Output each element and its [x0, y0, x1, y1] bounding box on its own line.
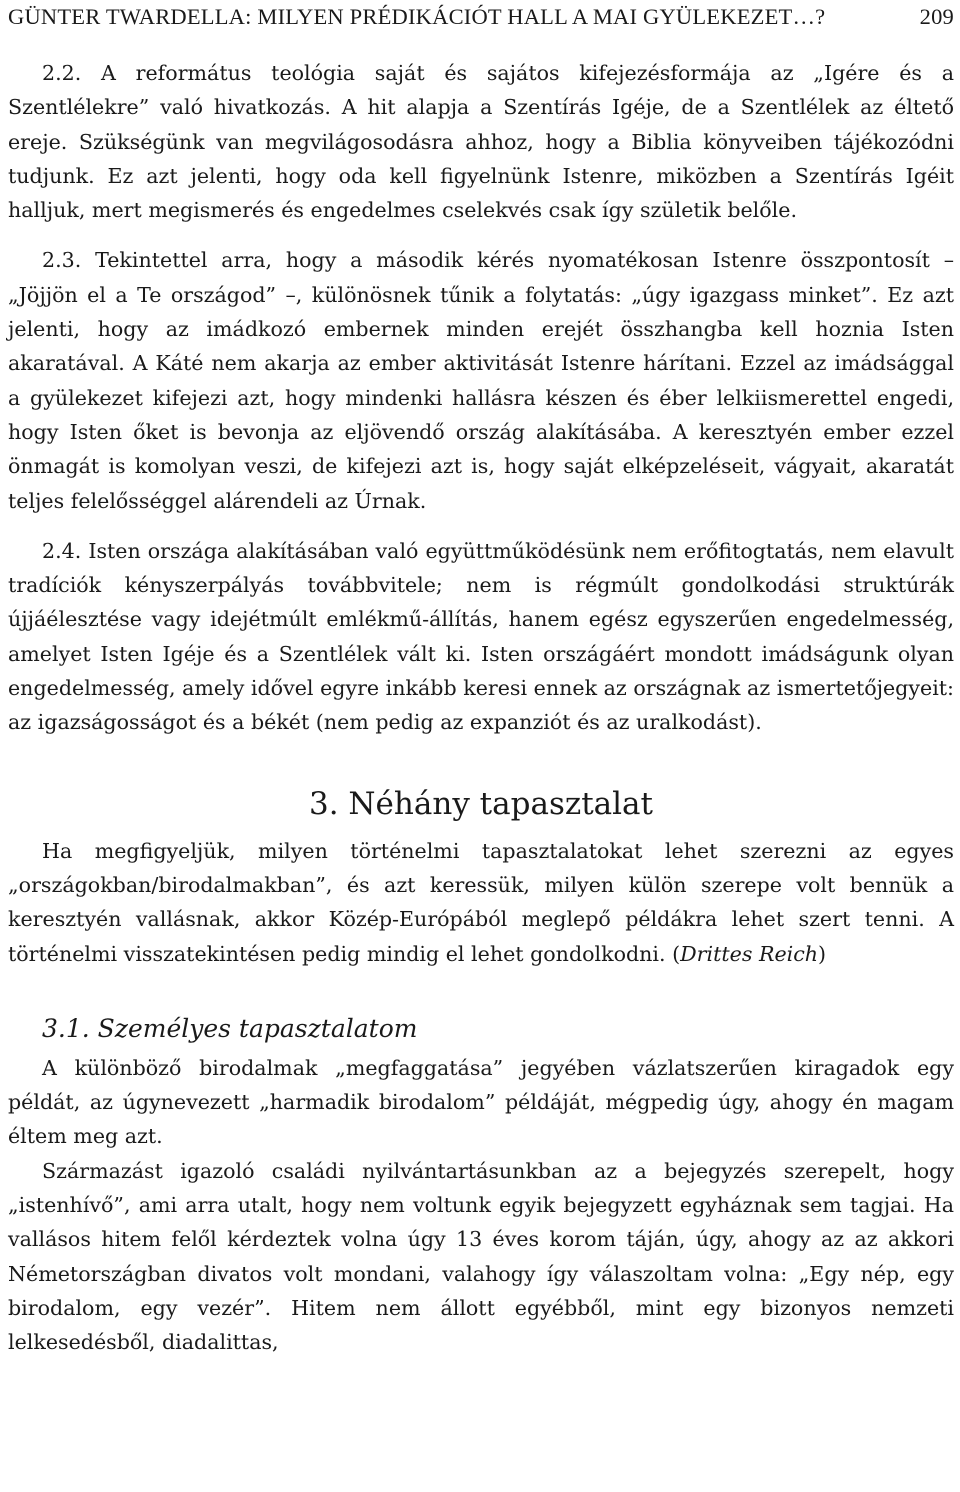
- section-heading-3: 3. Néhány tapasztalat: [309, 785, 653, 822]
- page-number: 209: [919, 4, 954, 29]
- document-page: [8, 0, 954, 1360]
- running-title: GÜNTER TWARDELLA: MILYEN PRÉDIKÁCIÓT HALL A MAI GYÜLEKEZET…?: [8, 4, 826, 29]
- running-header: [8, 4, 954, 30]
- intro-closing: ): [818, 941, 827, 966]
- paragraph-2-3: 2.3. Tekintettel arra, hogy a második kérés nyomatékosan Istenre összpontosít – „Jöjjön el a Te országod” –, különösnek tűnik a folytatás: „úgy igazgass minket”. Ez azt jelenti, hogy az imádkozó embernek minden erejét összhangba kell hoznia Isten akaratával. A Káté nem akarja az ember aktivitását Istenre hárítani. Ezzel az imádsággal a gyülekezet kifejezi azt, hogy mindenki hallásra készen és éber lelkiismerettel engedi, hogy Isten őket is bevonja az eljövendő ország alakításába. A keresztyén ember ezzel önmagát is komolyan veszi, de kifejezi azt is, hogy saját elképzeléseit, vágyait, akaratát teljes felelősséggel alárendeli az Úrnak.: [8, 248, 954, 513]
- paragraph-section-3-intro: [8, 834, 954, 971]
- intro-text: Ha megfigyeljük, milyen történelmi tapasztalatokat lehet szerezni az egyes „országokban/birodalmakban”, és azt keressük, milyen külön szerepe volt bennük a keresztyén vallásnak, akkor Közép-Európából meglepő példákra lehet szert tenni. A történelmi visszatekintésen pedig mindig el lehet gondolkodni. (: [8, 838, 954, 966]
- paragraph-3-1-b: Származást igazoló családi nyilvántartásunkban az a bejegyzés szerepelt, hogy „istenhívő”, ami arra utalt, hogy nem voltunk egyik bejegyzett egyháznak sem tagjai. Ha vallásos hitem felől kérdeztek volna úgy 13 éves korom táján, úgy, ahogy az az akkori Németországban divatos volt mondani, valahogy így válaszoltam volna: „Egy nép, egy birodalom, egy vezér”. Hitem nem állott egyébből, mint egy bizonyos nemzeti lelkesedésből, diadalittas,: [8, 1158, 954, 1355]
- intro-italic-term: Drittes Reich: [680, 941, 819, 966]
- paragraph-2-2: 2.2. A református teológia saját és sajátos kifejezésformája az „Igére és a Szentlélekre” való hivatkozás. A hit alapja a Szentírás Igéje, de a Szentlélek az éltető ereje. Szükségünk van megvilágosodásra ahhoz, hogy a Biblia könyveiben tájékozódni tudjunk. Ez azt jelenti, hogy oda kell figyelnünk Istenre, miközben a Szentírás Igéit halljuk, mert megismerés és engedelmes cselekvés csak így születik belőle.: [8, 61, 954, 223]
- paragraph-2-4: 2.4. Isten országa alakításában való együttműködésünk nem erőfitogtatás, nem elavult tradíciók kényszerpályás továbbvitele; nem is régmúlt gondolkodási struktúrák újjáélesztése vagy idejétmúlt emlékmű-állítás, hanem egész egyszerűen engedelmesség, amelyet Isten Igéje és a Szentlélek vált ki. Isten országáért mondott imádságunk olyan engedelmesség, amely idővel egyre inkább keresi ennek az országnak az ismertetőjegyeit: az igazságosságot és a békét (nem pedig az expanziót és az uralkodást).: [8, 538, 954, 735]
- subsection-heading-3-1: 3.1. Személyes tapasztalatom: [42, 1013, 418, 1043]
- paragraph-3-1-a: A különböző birodalmak „megfaggatása” jegyében vázlatszerűen kiragadok egy példát, az úgynevezett „harmadik birodalom” példáját, mégpedig úgy, ahogy én magam éltem meg azt.: [8, 1055, 954, 1149]
